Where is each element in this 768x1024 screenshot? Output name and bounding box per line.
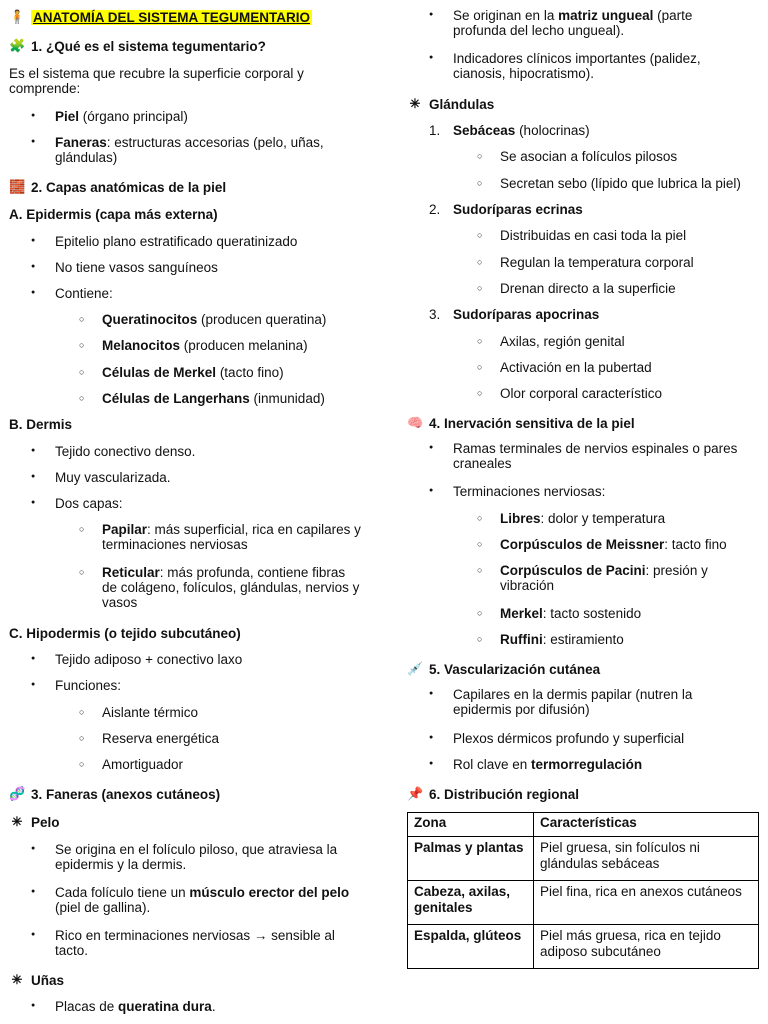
person-standing-icon: 🧍 [9,9,26,24]
list-item: ● Ramas terminales de nervios espinales o pares craneales [407,441,759,471]
numbered-item: 2. Sudoríparas ecrinas [429,202,583,217]
sub-list-item: ○ Activación en la pubertad [407,360,761,375]
dna-icon: 🧬 [9,786,26,801]
sub-list-item: ○ Reticular: más profunda, contiene fibras de colágeno, folículos, glándulas, nervios y vasos [9,565,362,610]
table-header-cell: Zona [408,813,534,837]
epidermis-heading: A. Epidermis (capa más externa) [9,207,218,222]
sub-list-item: ○ Merkel: tacto sostenido [407,606,761,621]
sub-list-item: ○ Libres: dolor y temperatura [407,511,761,526]
asterisk-icon: ✳ [409,96,421,111]
sub-list-item: ○ Melanocitos (producen melanina) [9,338,379,353]
dermis-heading: B. Dermis [9,417,73,432]
list-item: ● Placas de queratina dura. [9,999,379,1014]
section-1-title: 1. ¿Qué es el sistema tegumentario? [31,38,266,54]
section-3-title: 3. Faneras (anexos cutáneos) [31,786,221,802]
list-item: ● Se origina en el folículo piloso, que atraviesa la epidermis y la dermis. [9,842,371,872]
list-item: ● Rico en terminaciones nerviosas → sensible al tacto. [9,928,371,958]
list-item: ● Muy vascularizada. [9,470,379,485]
sub-list-item: ○ Ruffini: estiramiento [407,632,761,647]
sub-list-item: ○ Papilar: más superficial, rica en capilares y terminaciones nerviosas [9,522,362,552]
list-item: ● Rol clave en termorregulación [407,757,761,772]
section-2-heading [9,179,379,195]
sub-list-item: ○ Amortiguador [9,757,379,772]
list-item: ● Funciones: [9,678,379,693]
sub-list-item: ○ Olor corporal característico [407,386,761,401]
syringe-icon: 💉 [407,661,424,676]
list-item: ● Capilares en la dermis papilar (nutren la epidermis por difusión) [407,687,743,717]
section-4-title: 4. Inervación sensitiva de la piel [429,415,635,431]
asterisk-icon: ✳ [11,972,23,987]
sub-list-item: ○ Corpúsculos de Pacini: presión y vibración [407,563,750,593]
brick-wall-icon: 🧱 [9,179,26,194]
table-cell: Piel gruesa, sin folículos ni glándulas sebáceas [534,837,759,881]
glandulas-heading: ✳ Glándulas [407,96,761,112]
table-row [408,925,759,969]
list-item: ● Tejido adiposo + conectivo laxo [9,652,379,667]
table-cell: Palmas y plantas [408,837,534,881]
table-header-row [408,813,759,837]
numbered-item: 3. Sudoríparas apocrinas [429,307,600,322]
section-4-heading [407,415,761,431]
table-cell: Piel fina, rica en anexos cutáneos [534,881,759,925]
table-row [408,837,759,881]
brain-icon: 🧠 [407,415,424,430]
list-item: ● Piel (órgano principal) [9,109,379,124]
sub-list-item: ○ Corpúsculos de Meissner: tacto fino [407,537,761,552]
pushpin-icon: 📌 [407,786,424,801]
list-item: ● Epitelio plano estratificado queratinizado [9,234,379,249]
unas-heading: ✳ Uñas [9,972,379,988]
pelo-heading: ✳ Pelo [9,814,379,830]
list-item: ● No tiene vasos sanguíneos [9,260,379,275]
sub-list-item: ○ Regulan la temperatura corporal [407,255,761,270]
document-title-row [9,9,379,25]
sub-list-item: ○ Drenan directo a la superficie [407,281,761,296]
numbered-item: 1. Sebáceas (holocrinas) [429,123,590,138]
table-cell: Piel más gruesa, rica en tejido adiposo subcutáneo [534,925,759,969]
sub-list-item: ○ Células de Langerhans (inmunidad) [9,391,379,406]
section-5-title: 5. Vascularización cutánea [429,661,601,677]
sub-list-item: ○ Aislante térmico [9,705,379,720]
list-item: ● Terminaciones nerviosas: [407,484,761,499]
list-item: ● Plexos dérmicos profundo y superficial [407,731,761,746]
section-3-heading [9,786,379,802]
sub-list-item: ○ Queratinocitos (producen queratina) [9,312,379,327]
distribution-table-wrapper [407,812,761,969]
distribution-table [407,812,759,969]
sub-list-item: ○ Reserva energética [9,731,379,746]
list-item: ● Contiene: [9,286,379,301]
section-2-title: 2. Capas anatómicas de la piel [31,179,227,195]
list-item: ● Se originan en la matriz ungueal (parte profunda del lecho ungueal). [407,8,743,38]
section-6-title: 6. Distribución regional [429,786,580,802]
table-header-cell: Características [534,813,759,837]
section-5-heading [407,661,761,677]
sub-list-item: ○ Se asocian a folículos pilosos [407,149,761,164]
list-item: ● Indicadores clínicos importantes (palidez, cianosis, hipocratismo). [407,51,743,81]
hypodermis-heading: C. Hipodermis (o tejido subcutáneo) [9,626,241,641]
document-title: ANATOMÍA DEL SISTEMA TEGUMENTARIO [33,9,311,25]
list-item: ● Tejido conectivo denso. [9,444,379,459]
section-1-intro: Es el sistema que recubre la superficie corporal y comprende: [9,66,304,96]
table-cell: Cabeza, axilas, genitales [408,881,534,925]
table-row [408,881,759,925]
sub-list-item: ○ Células de Merkel (tacto fino) [9,365,379,380]
list-item: ● Cada folículo tiene un músculo erector del pelo (piel de gallina). [9,885,371,915]
table-cell: Espalda, glúteos [408,925,534,969]
asterisk-icon: ✳ [11,814,23,829]
sub-list-item: ○ Secretan sebo (lípido que lubrica la piel) [407,176,761,191]
section-1-heading [9,38,379,54]
section-6-heading [407,786,761,802]
sub-list-item: ○ Distribuidas en casi toda la piel [407,228,761,243]
list-item: ● Dos capas: [9,496,379,511]
puzzle-piece-icon: 🧩 [9,38,26,53]
list-item: ● Faneras: estructuras accesorias (pelo, uñas, glándulas) [9,135,345,165]
sub-list-item: ○ Axilas, región genital [407,334,761,349]
